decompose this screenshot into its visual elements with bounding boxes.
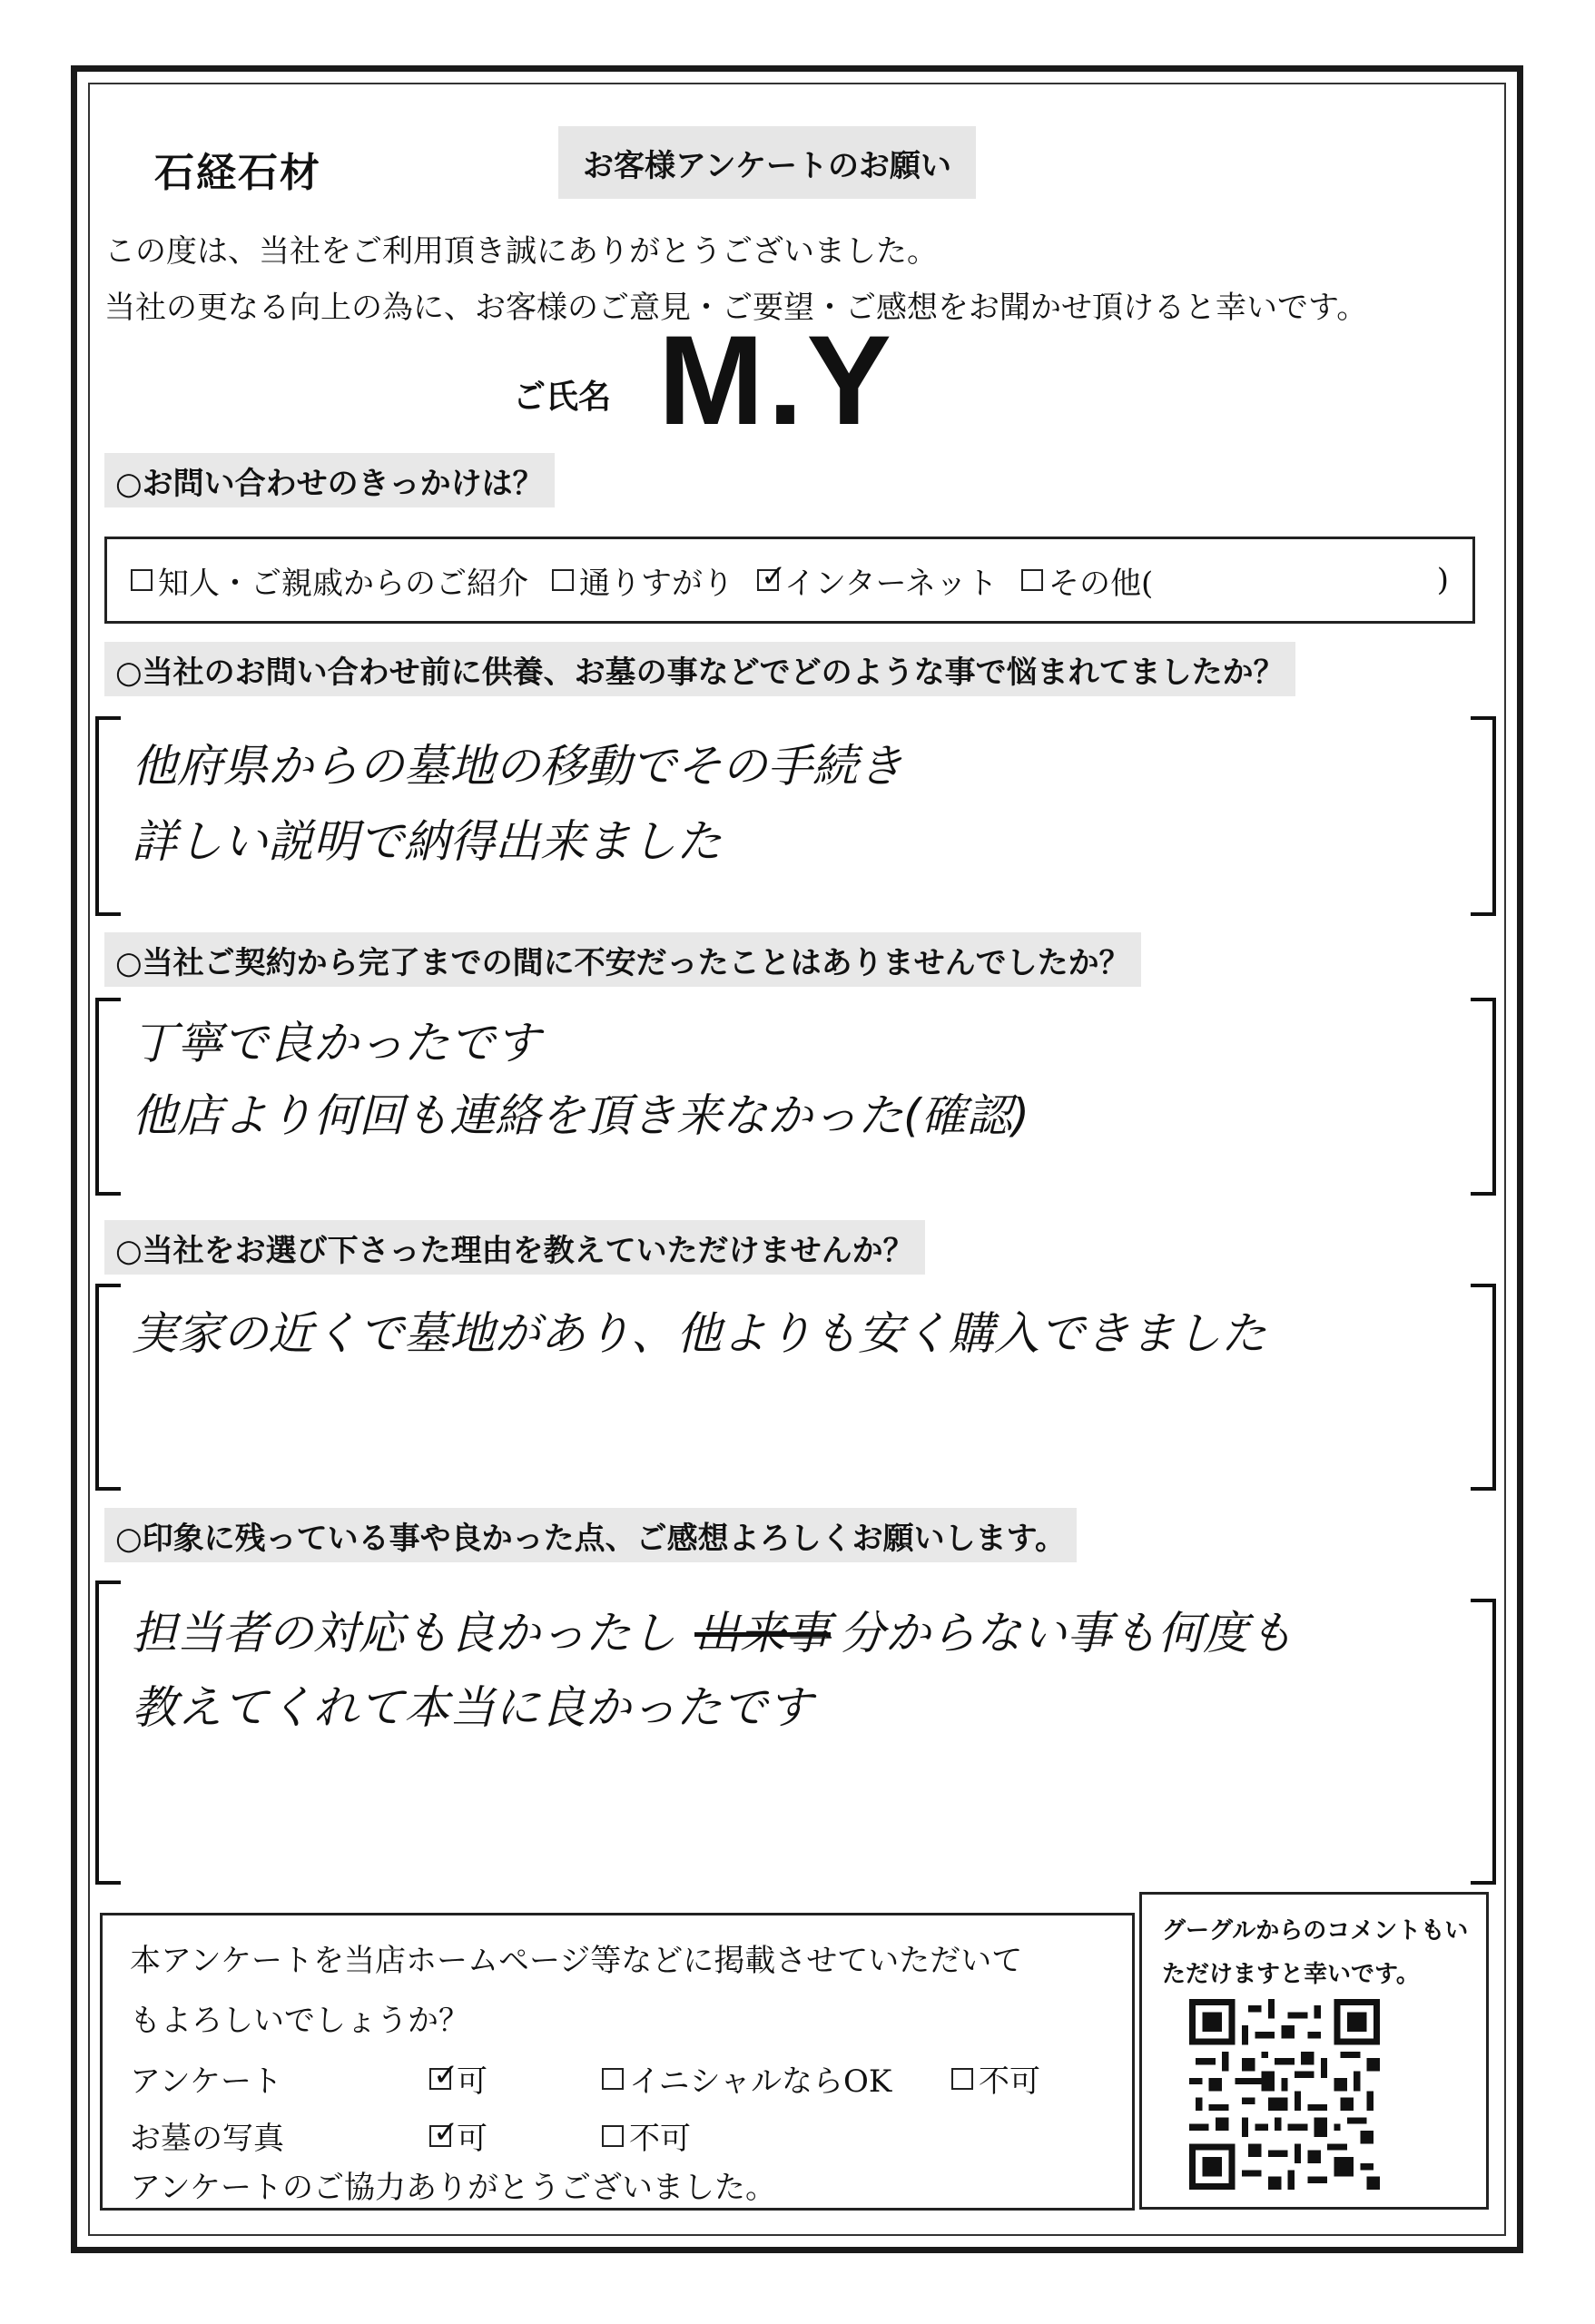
google-review-box [1139, 1892, 1489, 2210]
checkbox-survey-deny[interactable] [951, 2068, 973, 2090]
consent-survey-allow[interactable] [429, 2056, 487, 2101]
answer-3-line-2: 他店より何回も連絡を頂き来なかった(確認) [132, 1089, 1030, 1142]
answer-2-line-2: 詳しい説明で納得出来ました [132, 815, 722, 868]
checkbox-internet[interactable] [757, 569, 779, 591]
answer-2-bracket-right [1471, 716, 1496, 916]
consent-line-1: 本アンケートを当店ホームページ等などに掲載させていただいて [130, 1943, 1023, 1979]
answer-4-bracket-left [95, 1284, 121, 1491]
answer-3-bracket-right [1471, 998, 1496, 1196]
option-referral[interactable] [131, 558, 528, 603]
option-passing-by-label: 通りすがり [579, 565, 734, 602]
answer-2-line-1: 他府県からの墓地の移動でその手続き [132, 740, 903, 793]
consent-photo-allow-label: 可 [457, 2121, 487, 2157]
consent-survey-initials-label: イニシャルならOK [629, 2063, 892, 2100]
question-4-label: ○当社をお選び下さった理由を教えていただけませんか？ [104, 1220, 925, 1275]
survey-sheet [71, 65, 1523, 2253]
consent-photo-deny-label: 不可 [629, 2121, 691, 2157]
answer-5-line-2: 教えてくれて本当に良かったです [132, 1681, 812, 1734]
answer-2-bracket-left [95, 716, 121, 916]
question-3-label: ○当社ご契約から完了までの間に不安だったことはありませんでしたか？ [104, 932, 1141, 987]
checkbox-photo-deny[interactable] [602, 2125, 624, 2147]
qr-code-icon[interactable] [1180, 1999, 1389, 2190]
answer-5-line-1-pre: 担当者の対応も良かったし [132, 1607, 676, 1659]
answer-4-line-1: 実家の近くで墓地があり、他よりも安く購入できました [132, 1307, 1266, 1360]
answer-5-line-1-post: 分からない事も何度も [840, 1607, 1294, 1659]
answer-3-bracket-left [95, 998, 121, 1196]
question-1-options [104, 537, 1475, 624]
option-other-close: ) [1436, 562, 1449, 598]
checkbox-survey-initials[interactable] [602, 2068, 624, 2090]
consent-survey-allow-label: 可 [457, 2063, 487, 2100]
consent-thanks: アンケートのご協力ありがとうございました。 [130, 2170, 776, 2206]
answer-3-line-1: 丁寧で良かったです [132, 1017, 540, 1069]
answer-5-bracket-left [95, 1581, 121, 1885]
question-5-label: ○印象に残っている事や良かった点、ご感想よろしくお願いします。 [104, 1508, 1077, 1562]
checkbox-survey-allow[interactable] [429, 2068, 451, 2090]
checkbox-referral[interactable] [131, 569, 153, 591]
survey-title: お客様アンケートのお願い [558, 126, 976, 199]
checkbox-other[interactable] [1021, 569, 1043, 591]
answer-5-line-1-struck: 出来事 [694, 1607, 831, 1659]
intro-line-2: 当社の更なる向上の為に、お客様のご意見・ご要望・ご感想をお聞かせ頂けると幸いです。 [104, 290, 1368, 326]
consent-survey-label: アンケート [130, 2063, 282, 2100]
answer-5-bracket-right [1471, 1599, 1496, 1885]
google-review-text: グーグルからのコメントもいただけますと幸いです。 [1162, 1917, 1469, 1988]
option-passing-by[interactable] [552, 558, 734, 603]
consent-survey-initials[interactable] [602, 2056, 891, 2101]
question-1-label: ○お問い合わせのきっかけは？ [104, 453, 555, 507]
option-internet-label: インターネット [784, 565, 998, 602]
answer-4-bracket-right [1471, 1284, 1496, 1491]
option-other-label: その他( [1048, 565, 1154, 602]
consent-line-2: もよろしいでしょうか？ [130, 2003, 469, 2039]
company-name: 石経石材 [154, 150, 321, 196]
customer-name-label: ご氏名 [513, 378, 612, 416]
question-2-label: ○当社のお問い合わせ前に供養、お墓の事などでどのような事で悩まれてましたか？ [104, 642, 1295, 696]
intro-line-1: この度は、当社をご利用頂き誠にありがとうございました。 [104, 233, 938, 270]
answer-5-line-1 [132, 1597, 1294, 1662]
consent-photo-label: お墓の写真 [130, 2121, 284, 2157]
option-referral-label: 知人・ご親戚からのご紹介 [158, 565, 528, 602]
customer-name-value: M.Y [658, 309, 895, 451]
option-other[interactable] [1021, 558, 1153, 603]
checkbox-photo-allow[interactable] [429, 2125, 451, 2147]
consent-photo-allow[interactable] [429, 2113, 487, 2158]
checkbox-passing-by[interactable] [552, 569, 574, 591]
consent-survey-deny-label: 不可 [979, 2063, 1040, 2100]
consent-survey-deny[interactable] [951, 2056, 1040, 2101]
consent-photo-deny[interactable] [602, 2113, 691, 2158]
consent-box [100, 1913, 1135, 2211]
option-internet[interactable] [757, 558, 998, 603]
